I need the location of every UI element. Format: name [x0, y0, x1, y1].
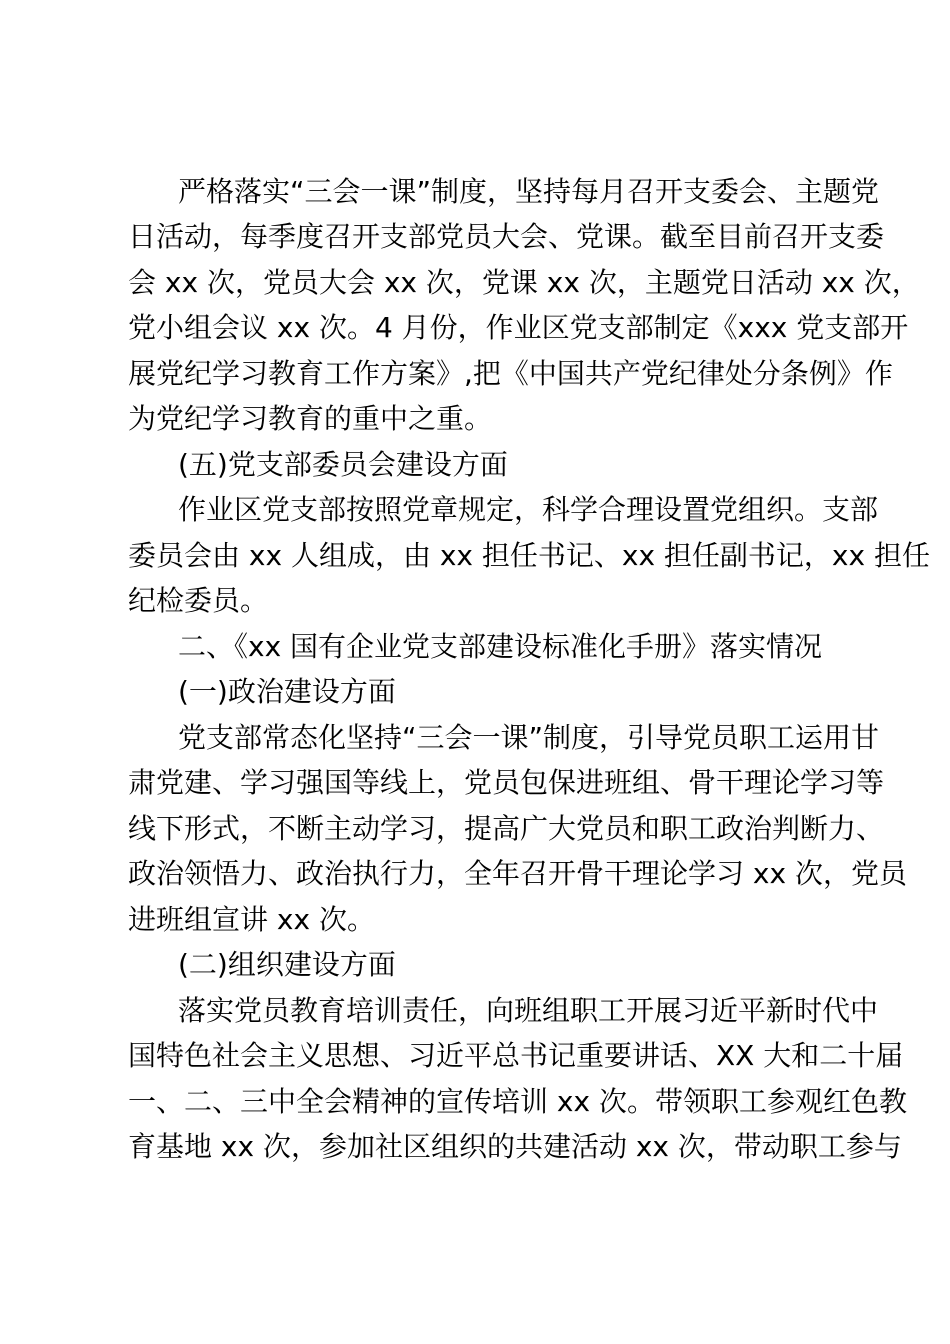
paragraph-line: 委员会由 xx 人组成，由 xx 担任书记、xx 担任副书记，xx 担任 — [128, 539, 930, 572]
paragraph-line: 肃党建、学习强国等线上，党员包保进班组、骨干理论学习等 — [128, 766, 885, 799]
section-heading: 二、《xx 国有企业党支部建设标准化手册》落实情况 — [178, 630, 823, 663]
paragraph-line: 日活动，每季度召开支部党员大会、党课。截至目前召开支委 — [128, 220, 885, 253]
paragraph-line: 党小组会议 xx 次。4 月份，作业区党支部制定《xxx 党支部开 — [128, 311, 909, 344]
paragraph-line: 落实党员教育培训责任，向班组职工开展习近平新时代中 — [178, 994, 879, 1027]
paragraph-line: 纪检委员。 — [128, 584, 269, 617]
paragraph-line: 为党纪学习教育的重中之重。 — [128, 402, 493, 435]
paragraph-line: 国特色社会主义思想、习近平总书记重要讲话、XX 大和二十届 — [128, 1039, 904, 1072]
paragraph-line: 严格落实“三会一课”制度，坚持每月召开支委会、主题党 — [178, 175, 880, 208]
section-heading: (一)政治建设方面 — [178, 675, 396, 708]
paragraph-line: 线下形式，不断主动学习，提高广大党员和职工政治判断力、 — [128, 812, 885, 845]
paragraph-line: 育基地 xx 次，参加社区组织的共建活动 xx 次，带动职工参与 — [128, 1130, 902, 1163]
section-heading: (五)党支部委员会建设方面 — [178, 448, 508, 481]
paragraph-line: 党支部常态化坚持“三会一课”制度，引导党员职工运用甘 — [178, 721, 880, 754]
paragraph-line: 一、二、三中全会精神的宣传培训 xx 次。带领职工参观红色教 — [128, 1085, 907, 1118]
paragraph-line: 作业区党支部按照党章规定，科学合理设置党组织。支部 — [178, 493, 879, 526]
paragraph-line: 进班组宣讲 xx 次。 — [128, 903, 375, 936]
section-heading: (二)组织建设方面 — [178, 948, 396, 981]
paragraph-line: 会 xx 次，党员大会 xx 次，党课 xx 次，主题党日活动 xx 次， — [128, 266, 920, 299]
paragraph-line: 政治领悟力、政治执行力，全年召开骨干理论学习 xx 次，党员 — [128, 857, 907, 890]
paragraph-line: 展党纪学习教育工作方案》,把《中国共产党纪律处分条例》作 — [128, 357, 893, 390]
